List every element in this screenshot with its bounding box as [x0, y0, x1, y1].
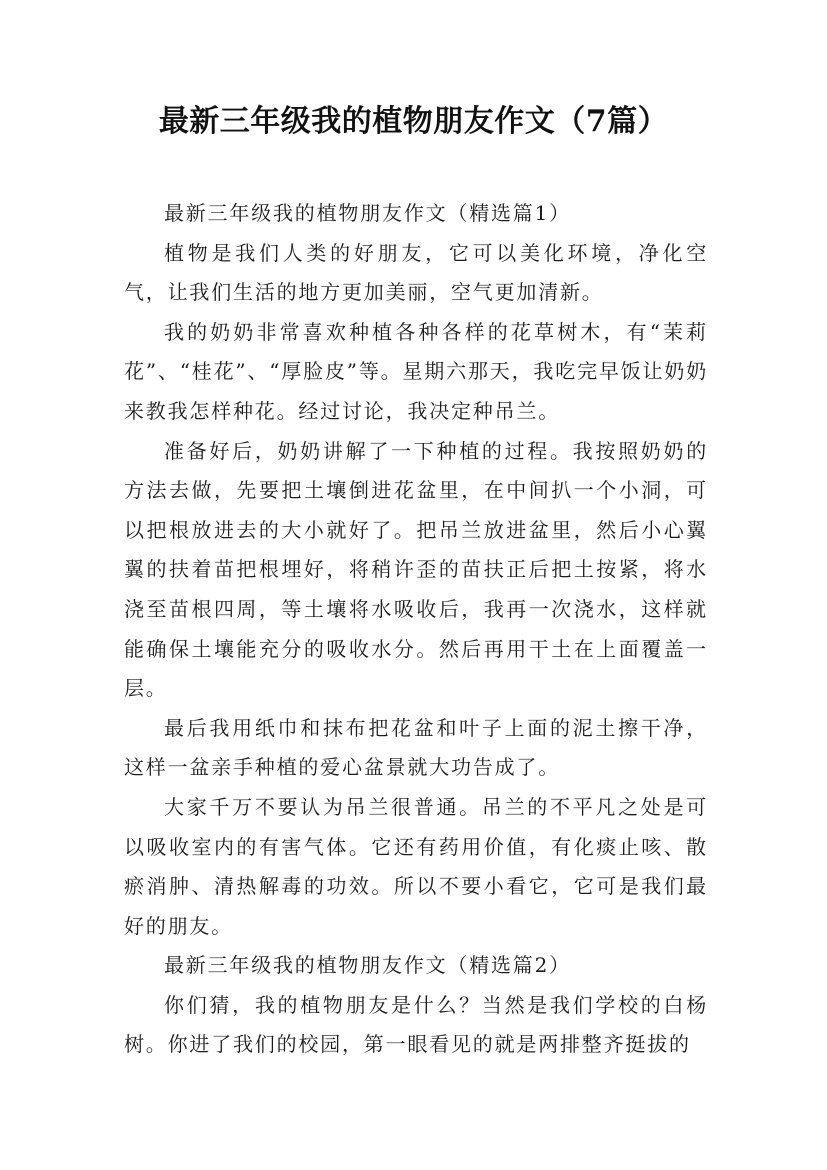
- paragraph: 准备好后，奶奶讲解了一下种植的过程。我按照奶奶的方法去做，先要把土壤倒进花盆里，在中间扒一个小洞，可以把根放进去的大小就好了。把吊兰放进盆里，然后小心翼翼的扶着苗把根埋好，将稍许歪的苗扶正后把土按紧，将水浇至苗根四周，等土壤将水吸收后，我再一次浇水，这样就能确保土壤能充分的吸收水分。然后再用干土在上面覆盖一层。: [124, 438, 708, 701]
- section-heading: 最新三年级我的植物朋友作文（精选篇1）: [164, 201, 571, 225]
- paragraph: 我的奶奶非常喜欢种植各种各样的花草树木，有“茉莉花”、“桂花”、“厚脸皮”等。星期六那天，我吃完早饭让奶奶来教我怎样种花。经过讨论，我决定种吊兰。: [124, 319, 708, 423]
- document-body: [124, 194, 708, 1065]
- paragraph: 植物是我们人类的好朋友，它可以美化环境，净化空气，让我们生活的地方更加美丽，空气更加清新。: [124, 240, 708, 305]
- paragraph: 你们猜，我的植物朋友是什么？当然是我们学校的白杨树。你进了我们的校园，第一眼看见的就是两排整齐挺拔的: [124, 992, 708, 1057]
- paragraph: 大家千万不要认为吊兰很普通。吊兰的不平凡之处是可以吸收室内的有害气体。它还有药用价值，有化痰止咳、散瘀消肿、清热解毒的功效。所以不要小看它，它可是我们最好的朋友。: [124, 794, 708, 938]
- section-heading: 最新三年级我的植物朋友作文（精选篇2）: [164, 953, 571, 978]
- document-title: 最新三年级我的植物朋友作文（7篇）: [158, 104, 669, 139]
- paragraph: 最后我用纸巾和抹布把花盆和叶子上面的泥土擦干净，这样一盆亲手种植的爱心盆景就大功告成了。: [124, 715, 708, 780]
